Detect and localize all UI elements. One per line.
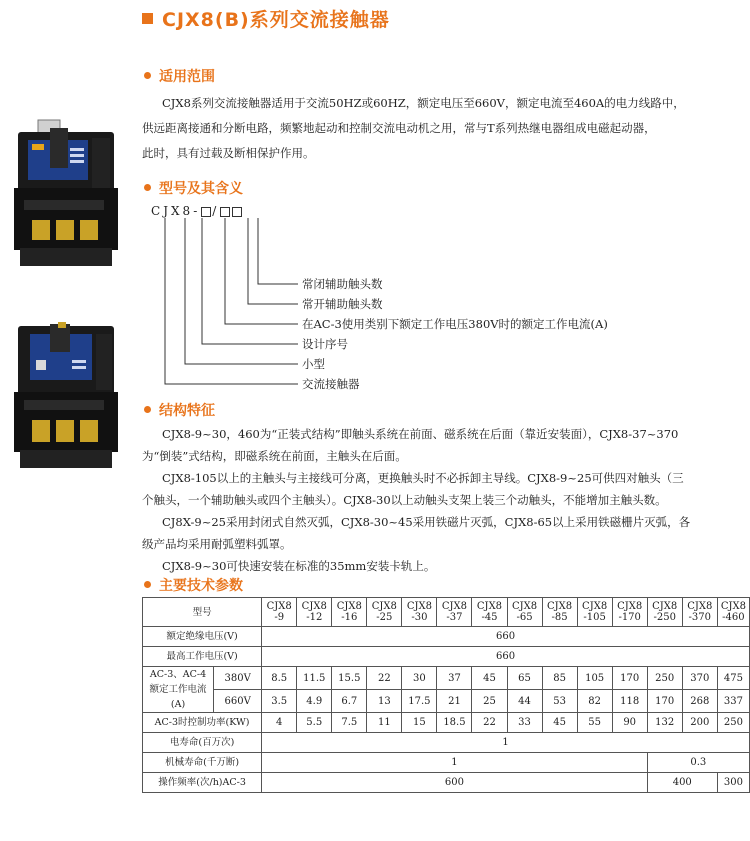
- max-voltage-value: 660: [262, 647, 750, 667]
- value-cell: 44: [507, 690, 542, 713]
- model-box-current: [201, 207, 211, 217]
- value-cell: 15.5: [332, 667, 367, 690]
- frequency-value-2: 400: [647, 773, 717, 793]
- model-cell: CJX8 -65: [507, 598, 542, 627]
- value-cell: 33: [507, 713, 542, 733]
- value-cell: 90: [612, 713, 647, 733]
- structure-line-1: CJX8-9~30，460为“正装式结构”即触头系统在前面、磁系统在后面（靠近安装面），CJX8-37~370: [162, 427, 679, 441]
- value-cell: 370: [682, 667, 717, 690]
- model-letter-x: X: [171, 204, 183, 218]
- value-cell: 37: [437, 667, 472, 690]
- structure-line-5: CJ8X-9~25采用封闭式自然灭弧，CJX8-30~45采用铁磁片灭弧，CJX8-65以上采用铁磁栅片灭弧，各: [162, 515, 691, 529]
- title-square-icon: [142, 13, 153, 24]
- frequency-value-3: 300: [717, 773, 749, 793]
- electrical-life-value: 1: [262, 733, 750, 753]
- value-cell: 45: [472, 667, 507, 690]
- structure-line-3: CJX8-105以上的主触头与主接线可分离，更换触头时不必拆卸主导线。CJX8-9~25可供四对触头（三: [162, 471, 684, 485]
- section-heading-scope: 适用范围: [144, 66, 215, 86]
- value-cell: 45: [542, 713, 577, 733]
- value-cell: 200: [682, 713, 717, 733]
- voltage-660-label: 660V: [214, 690, 262, 713]
- model-header-cell: 型号: [143, 598, 262, 627]
- model-letter-j: J: [163, 204, 171, 218]
- model-label-design-no: 设计序号: [302, 337, 348, 351]
- table-row-models: [143, 598, 750, 627]
- scope-line-2: 供远距离接通和分断电路，频繁地起动和控制交流电动机之用，常与T系列热继电器组成电磁起动器，: [142, 121, 656, 135]
- value-cell: 11.5: [297, 667, 332, 690]
- table-row-frequency: [143, 773, 750, 793]
- bullet-icon: [144, 184, 151, 191]
- contactor-photo-1: [10, 118, 122, 270]
- value-cell: 3.5: [262, 690, 297, 713]
- model-box-nc: [232, 207, 242, 217]
- table-row-power: [143, 713, 750, 733]
- value-cell: 15: [402, 713, 437, 733]
- contactor-photo-2: [10, 320, 122, 472]
- model-cell: CJX8 -250: [647, 598, 682, 627]
- value-cell: 82: [577, 690, 612, 713]
- structure-line-6: 级产品均采用耐弧塑料弧罩。: [142, 537, 292, 551]
- value-cell: 5.5: [297, 713, 332, 733]
- page-title: CJX8(B)系列交流接触器: [162, 9, 390, 31]
- power-label: AC-3时控制功率(KW): [143, 713, 262, 733]
- model-cell: CJX8 -30: [402, 598, 437, 627]
- model-cell: CJX8 -105: [577, 598, 612, 627]
- structure-line-7: CJX8-9~30可快速安装在标准的35mm安装卡轨上。: [162, 559, 436, 573]
- model-label-rated-current: 在AC-3使用类别下额定工作电压380V时的额定工作电流(A): [302, 317, 608, 331]
- model-label-ac-contactor: 交流接触器: [302, 377, 360, 391]
- value-cell: 85: [542, 667, 577, 690]
- value-cell: 30: [402, 667, 437, 690]
- scope-line-3: 此时，具有过载及断相保护作用。: [142, 146, 315, 160]
- value-cell: 118: [612, 690, 647, 713]
- model-cell: CJX8 -12: [297, 598, 332, 627]
- table-row-insulation: [143, 627, 750, 647]
- value-cell: 250: [717, 713, 749, 733]
- scope-line-1: CJX8系列交流接触器适用于交流50HZ或60HZ，额定电压至660V，额定电流至460A的电力线路中，: [162, 96, 685, 110]
- model-letter-c: C: [151, 204, 164, 218]
- model-cell: CJX8 -460: [717, 598, 749, 627]
- bullet-icon: [144, 406, 151, 413]
- table-row-max-voltage: [143, 647, 750, 667]
- value-cell: 22: [367, 667, 402, 690]
- model-label-no-aux: 常开辅助触头数: [302, 297, 383, 311]
- model-cell: CJX8 -85: [542, 598, 577, 627]
- value-cell: 8.5: [262, 667, 297, 690]
- model-label-small: 小型: [302, 357, 325, 371]
- model-connector-lines: [150, 216, 300, 388]
- model-cell: CJX8 -37: [437, 598, 472, 627]
- model-label-nc-aux: 常闭辅助触头数: [302, 277, 383, 291]
- model-cell: CJX8 -170: [612, 598, 647, 627]
- value-cell: 337: [717, 690, 749, 713]
- value-cell: 13: [367, 690, 402, 713]
- section-heading-model: 型号及其含义: [144, 178, 243, 198]
- value-cell: 21: [437, 690, 472, 713]
- frequency-label: 操作频率(次/h)AC-3: [143, 773, 262, 793]
- mechanical-life-value-2: 0.3: [647, 753, 749, 773]
- voltage-380-label: 380V: [214, 667, 262, 690]
- structure-line-2: 为“倒装”式结构，即磁系统在前面，主触头在后面。: [142, 449, 407, 463]
- value-cell: 55: [577, 713, 612, 733]
- electrical-life-label: 电寿命(百万次): [143, 733, 262, 753]
- value-cell: 170: [647, 690, 682, 713]
- value-cell: 25: [472, 690, 507, 713]
- model-box-no: [220, 207, 230, 217]
- model-cell: CJX8 -25: [367, 598, 402, 627]
- max-voltage-label: 最高工作电压(V): [143, 647, 262, 667]
- table-row-mechanical-life: [143, 753, 750, 773]
- value-cell: 4.9: [297, 690, 332, 713]
- value-cell: 53: [542, 690, 577, 713]
- value-cell: 132: [647, 713, 682, 733]
- insulation-value: 660: [262, 627, 750, 647]
- model-cell: CJX8 -16: [332, 598, 367, 627]
- value-cell: 475: [717, 667, 749, 690]
- value-cell: 6.7: [332, 690, 367, 713]
- mechanical-life-label: 机械寿命(千万断): [143, 753, 262, 773]
- value-cell: 17.5: [402, 690, 437, 713]
- table-row-electrical-life: [143, 733, 750, 753]
- value-cell: 7.5: [332, 713, 367, 733]
- value-cell: 250: [647, 667, 682, 690]
- bullet-icon: [144, 581, 151, 588]
- spec-table: [142, 597, 750, 793]
- insulation-label: 额定绝缘电压(V): [143, 627, 262, 647]
- value-cell: 105: [577, 667, 612, 690]
- value-cell: 170: [612, 667, 647, 690]
- model-cell: CJX8 -45: [472, 598, 507, 627]
- value-cell: 11: [367, 713, 402, 733]
- value-cell: 268: [682, 690, 717, 713]
- model-cell: CJX8 -370: [682, 598, 717, 627]
- model-slash: /: [212, 204, 220, 218]
- model-digit-8: 8: [182, 204, 194, 218]
- structure-line-4: 个触头，一个辅助触头或四个主触头）。CJX8-30以上动触头支架上装三个动触头，不能增加主触头数。: [142, 493, 667, 507]
- value-cell: 4: [262, 713, 297, 733]
- value-cell: 18.5: [437, 713, 472, 733]
- rated-current-label: AC-3、AC-4 额定工作电流(A): [143, 667, 214, 713]
- frequency-value-1: 600: [262, 773, 648, 793]
- model-dash: -: [193, 204, 201, 218]
- section-heading-structure: 结构特征: [144, 400, 215, 420]
- section-heading-params: 主要技术参数: [144, 575, 243, 595]
- mechanical-life-value-1: 1: [262, 753, 648, 773]
- table-row-380v: [143, 667, 750, 690]
- model-cell: CJX8 -9: [262, 598, 297, 627]
- table-row-660v: [143, 690, 750, 713]
- value-cell: 22: [472, 713, 507, 733]
- bullet-icon: [144, 72, 151, 79]
- value-cell: 65: [507, 667, 542, 690]
